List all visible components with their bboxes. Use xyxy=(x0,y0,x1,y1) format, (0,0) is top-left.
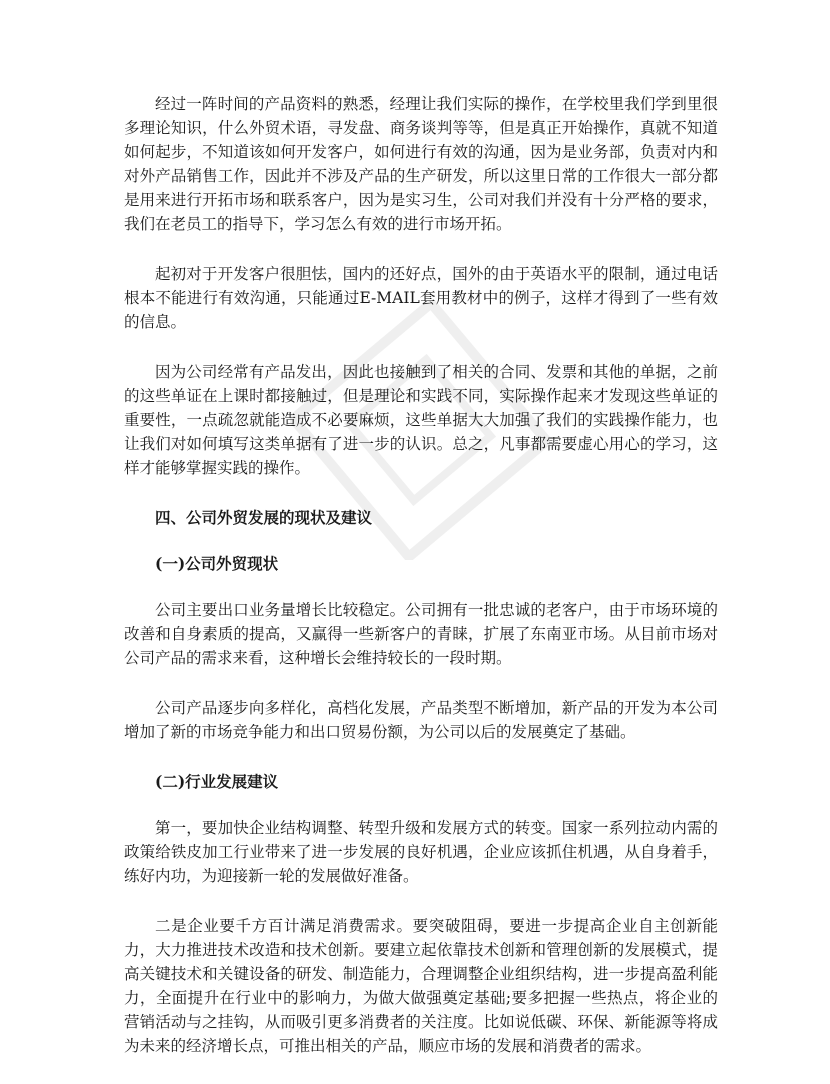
paragraph-6: 第一，要加快企业结构调整、转型升级和发展方式的转变。国家一系列拉动内需的政策给铁皮加工行业带来了进一步发展的良好机遇，企业应该抓住机遇，从自身着手，练好内功，为迎接新一轮的发展做好准备。 xyxy=(124,819,718,885)
section-heading-4: 四、公司外贸发展的现状及建议 xyxy=(155,508,373,527)
paragraph-2: 起初对于开发客户很胆怯，国内的还好点，国外的由于英语水平的限制，通过电话根本不能进行有效沟通，只能通过E-MAIL套用教材中的例子，这样才得到了一些有效的信息。 xyxy=(124,265,718,331)
paragraph-4: 公司主要出口业务量增长比较稳定。公司拥有一批忠诚的老客户，由于市场环境的改善和自身素质的提高，又赢得一些新客户的青睐，扩展了东南亚市场。从目前市场对公司产品的需求来看，这种增长会维持较长的一段时期。 xyxy=(124,601,718,667)
paragraph-5: 公司产品逐步向多样化，高档化发展，产品类型不断增加，新产品的开发为本公司增加了新的市场竞争能力和出口贸易份额，为公司以后的发展奠定了基础。 xyxy=(124,699,718,741)
document-page xyxy=(124,92,718,1084)
subsection-heading-2: (二)行业发展建议 xyxy=(155,772,279,791)
paragraph-7: 二是企业要千方百计满足消费需求。要突破阻碍，要进一步提高企业自主创新能力，大力推进技术改造和技术创新。要建立起依靠技术创新和管理创新的发展模式，提高关键技术和关键设备的研发、制造能力，合理调整企业组织结构，进一步提高盈利能力，全面提升在行业中的影响力，为做大做强奠定基础;要多把握一些热点，将企业的营销活动与之挂钩，从而吸引更多消费者的关注度。比如说低碳、环保、新能源等将成为未来的经济增长点，可推出相关的产品，顺应市场的发展和消费者的需求。 xyxy=(124,917,718,1055)
subsection-heading-1: (一)公司外贸现状 xyxy=(155,554,279,573)
paragraph-1: 经过一阵时间的产品资料的熟悉，经理让我们实际的操作，在学校里我们学到里很多理论知识，什么外贸术语，寻发盘、商务谈判等等，但是真正开始操作，真就不知道如何起步，不知道该如何开发客户，如何进行有效的沟通，因为是业务部，负责对内和对外产品销售工作，因此并不涉及产品的生产研发，所以这里日常的工作很大一部分都是用来进行开拓市场和联系客户，因为是实习生，公司对我们并没有十分严格的要求，我们在老员工的指导下，学习怎么有效的进行市场开拓。 xyxy=(124,95,718,233)
paragraph-3: 因为公司经常有产品发出，因此也接触到了相关的合同、发票和其他的单据，之前的这些单证在上课时都接触过，但是理论和实践不同，实际操作起来才发现这些单证的重要性，一点疏忽就能造成不必要麻烦，这些单据大大加强了我们的实践操作能力，也让我们对如何填写这类单据有了进一步的认识。总之，凡事都需要虚心用心的学习，这样才能够掌握实践的操作。 xyxy=(124,363,718,477)
